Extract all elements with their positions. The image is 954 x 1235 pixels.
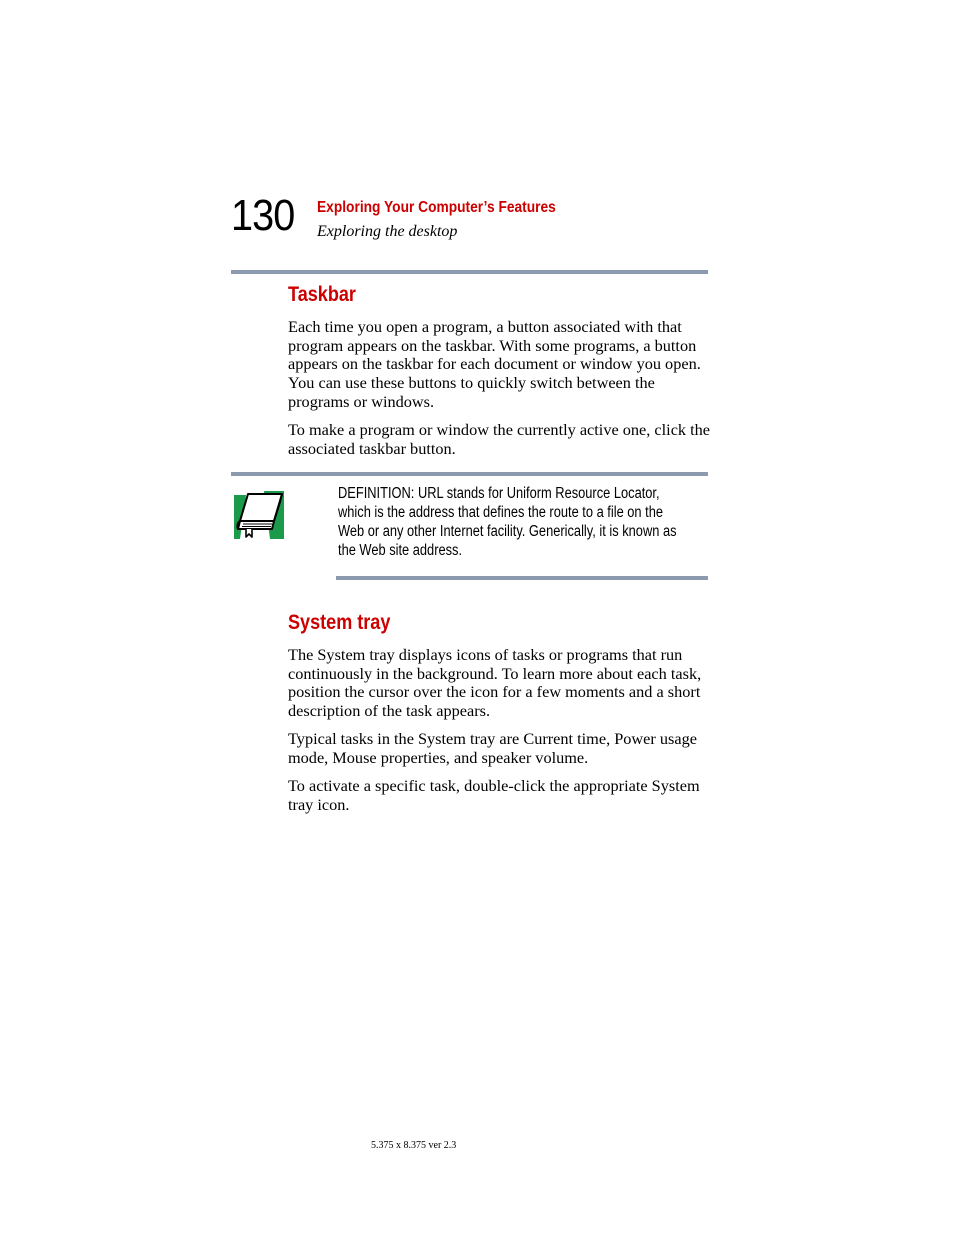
definition-top-divider bbox=[231, 472, 708, 476]
section-subtitle: Exploring the desktop bbox=[317, 223, 458, 240]
taskbar-paragraph-1: Each time you open a program, a button associated with that program appears on the taskbar. With some programs, a button appears on the taskbar for each document or window you open. You can use these buttons to quickly switch between the programs or windows. bbox=[288, 317, 701, 411]
book-icon bbox=[234, 491, 284, 539]
top-divider bbox=[231, 270, 708, 274]
chapter-title: Exploring Your Computer’s Features bbox=[317, 199, 556, 216]
taskbar-heading: Taskbar bbox=[288, 283, 356, 306]
system-tray-paragraph-1: The System tray displays icons of tasks or programs that run continuously in the background. To learn more about each task, position the cursor over the icon for a few moments and a short description of the task appears. bbox=[288, 645, 702, 721]
taskbar-paragraph-2: To make a program or window the currently active one, click the associated taskbar button. bbox=[288, 420, 711, 458]
definition-bottom-divider bbox=[336, 576, 708, 580]
system-tray-paragraph-2: Typical tasks in the System tray are Current time, Power usage mode, Mouse properties, and speaker volume. bbox=[288, 729, 697, 767]
page-number: 130 bbox=[231, 191, 295, 240]
system-tray-heading: System tray bbox=[288, 611, 391, 634]
footer-version: 5.375 x 8.375 ver 2.3 bbox=[371, 1140, 457, 1151]
definition-text: DEFINITION: URL stands for Uniform Resource Locator, which is the address that defines the route to a file on the Web or any other Internet facility. Generically, it is known as the Web site address. bbox=[338, 485, 677, 559]
system-tray-paragraph-3: To activate a specific task, double-click the appropriate System tray icon. bbox=[288, 776, 700, 814]
